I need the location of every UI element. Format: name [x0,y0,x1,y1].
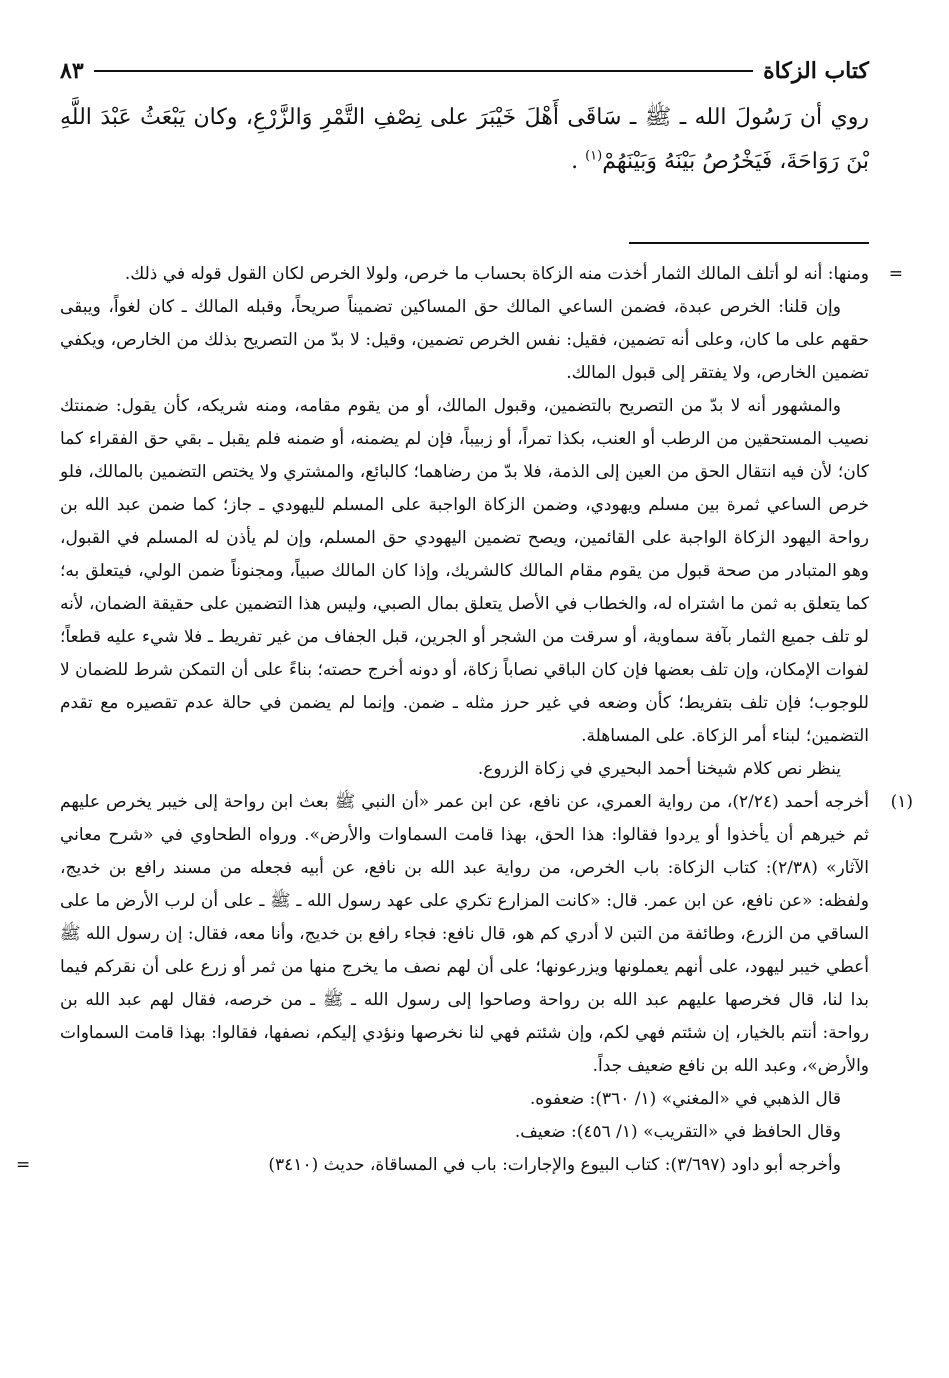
footnote-1 [60,786,913,1083]
book-title: كتاب الزكاة [763,58,869,84]
continuation-marker: = [888,264,903,284]
footnotes [16,258,913,1182]
footnote-reference[interactable]: (١) [585,148,603,164]
main-text [60,96,869,184]
note-paragraph [60,258,903,291]
page-number: ٨٣ [60,58,84,84]
note-paragraph-text: ومنها: أنه لو أتلف المالك الثمار أخذت منه الزكاة بحساب ما خرص، ولولا الخرص لكان القول قوله في ذلك. [124,264,869,284]
main-paragraph [60,96,869,184]
footnote-line: قال الذهبي في «المغني» (١/ ٣٦٠): ضعفوه. [529,1089,841,1109]
header-rule [94,70,754,72]
main-paragraph-end: . [571,149,586,174]
footnote-number: (١) [890,792,913,812]
footnote-text: أخرجه أحمد (٢/٢٤)، من رواية العمري، عن نافع، عن ابن عمر «أن النبي ﷺ بعث ابن رواحة إلى خيبر يخرص عليهم ثم خيرهم أن يأخذوا أو يردوا فقالوا: هذا الحق، بهذا قامت السماوات والأرض». ورواه الطحاوي في «شرح معاني الآثار» (٢/٣٨): كتاب الزكاة: باب الخرص، من رواية عبد الله بن نافع، عن أبيه فجعله من مسند رافع بن خديج، ولفظه: «عن نافع، عن ابن عمر. قال: «كانت المزارع تكري على عهد رسول الله ـ ﷺ ـ على أن لرب الأرض ما على الساقي من الزرع، وطائفة من التبن لا أدري كم هو، قال نافع: فجاء رافع بن خديج، وأنا معه، فقال: إن رسول الله ﷺ أعطي خيبر ليهود، على أنهم يعملونها ويزرعونها؛ على أن لهم نصف ما يخرج منها من ثمر أو زرع على أن نقركم فيما بدا لنا، قال فخرصها عليهم عبد الله بن رواحة وصاحوا إلى رسول الله ـ ﷺ ـ من خرصه، فقال لهم عبد الله بن رواحة: أنتم بالخيار، إن شئتم فهي لكم، وإن شئتم فهي لنا نخرصها ونؤدي إليكم، نصفها، فقالوا: بهذا قامت السماوات والأرض»، وعبد الله بن نافع ضعيف جداً. [60,792,869,1076]
page-header [60,52,869,90]
end-continuation-marker: = [16,1155,31,1175]
note-paragraph: وإن قلنا: الخرص عبدة، فضمن الساعي المالك حق المساكين تضميناً صريحاً، وقبله المالك ـ كان لغواً، ويبقى حقهم على ما كان، وعلى أنه تضمين، فقيل: نفس الخرص تضمين، وقيل: لا بدّ من التصريح بذلك من الخارص، ويكفي تضمين الخارص، ولا يفتقر إلى قبول المالك. [60,297,869,383]
footnote-divider [629,242,869,244]
note-paragraph: ينظر نص كلام شيخنا أحمد البحيري في زكاة الزروع. [477,759,841,779]
footnote-line [16,1149,869,1182]
main-paragraph-text: روي أن رَسُولَ الله ـ ﷺ ـ سَاقَى أَهْلَ خَيْبَرَ على نِصْفِ التَّمْرِ وَالزَّرْعِ، وكان يَبْعَثُ عَبْدَ اللَّهِ بْنَ رَوَاحَةَ، فَيَخْرُصُ بَيْنَهُ وَبَيْنَهُمْ [60,105,869,174]
note-paragraph: والمشهور أنه لا بدّ من التصريح بالتضمين، وقبول المالك، أو من يقوم مقامه، ومنه شريكه، كأن يقول: ضمنتك نصيب المستحقين من الرطب أو العنب، بكذا تمراً، أو زبيباً، فإن لم يضمنه، أو ضمنه فلم يقبل ـ بقي حق الفقراء كما كان؛ لأن فيه انتقال الحق من العين إلى الذمة، فلا بدّ من رضاهما؛ كالبائع، والمشتري ولا يختص التضمين بالمالك، فلو خرص الساعي ثمرة بين مسلم ويهودي، وضمن الزكاة الواجبة على المسلم لليهودي ـ جاز؛ كما ضمن عبد الله بن رواحة اليهود الزكاة الواجبة على القائمين، ويصح تضمين اليهودي حق المسلم، وإن لم يأذن له المسلم في القبول، وهو المتبادر من صحة قبول من يقوم مقام المالك كالشريك، وإذا كان المالك صبياً، ومجنوناً ضمن الولي، فيتعلق به؛ كما يتعلق به ثمن ما اشتراه له، والخطاب في الأصل يتعلق بمال الصبي، وليس هذا التضمين على حقيقة الضمان، لأنه لو تلف جميع الثمار بآفة سماوية، أو سرقت من الشجر أو الجرين، قبل الجفاف من غير تفريط ـ فلا شيء عليه قطعاً؛ لفوات الإمكان، وإن تلف بعضها فإن كان الباقي نصاباً زكاة، أو دونه أخرج حصته؛ بناءً على أن التمكن شرط للضمان لا للوجوب؛ فإن تلف بتفريط؛ كأن وضعه في غير حرز مثله ـ ضمن. وإنما لم يضمن في حالة عدم تقصيره مع تقدم التضمين؛ لبناء أمر الزكاة. على المساهلة. [60,396,869,746]
footnote-line: وقال الحافظ في «التقريب» (١/ ٤٥٦): ضعيف. [514,1122,841,1142]
footnote-line-text: وأخرجه أبو داود (٣/٦٩٧): كتاب البيوع والإجارات: باب في المساقاة، حديث (٣٤١٠) [268,1155,841,1175]
